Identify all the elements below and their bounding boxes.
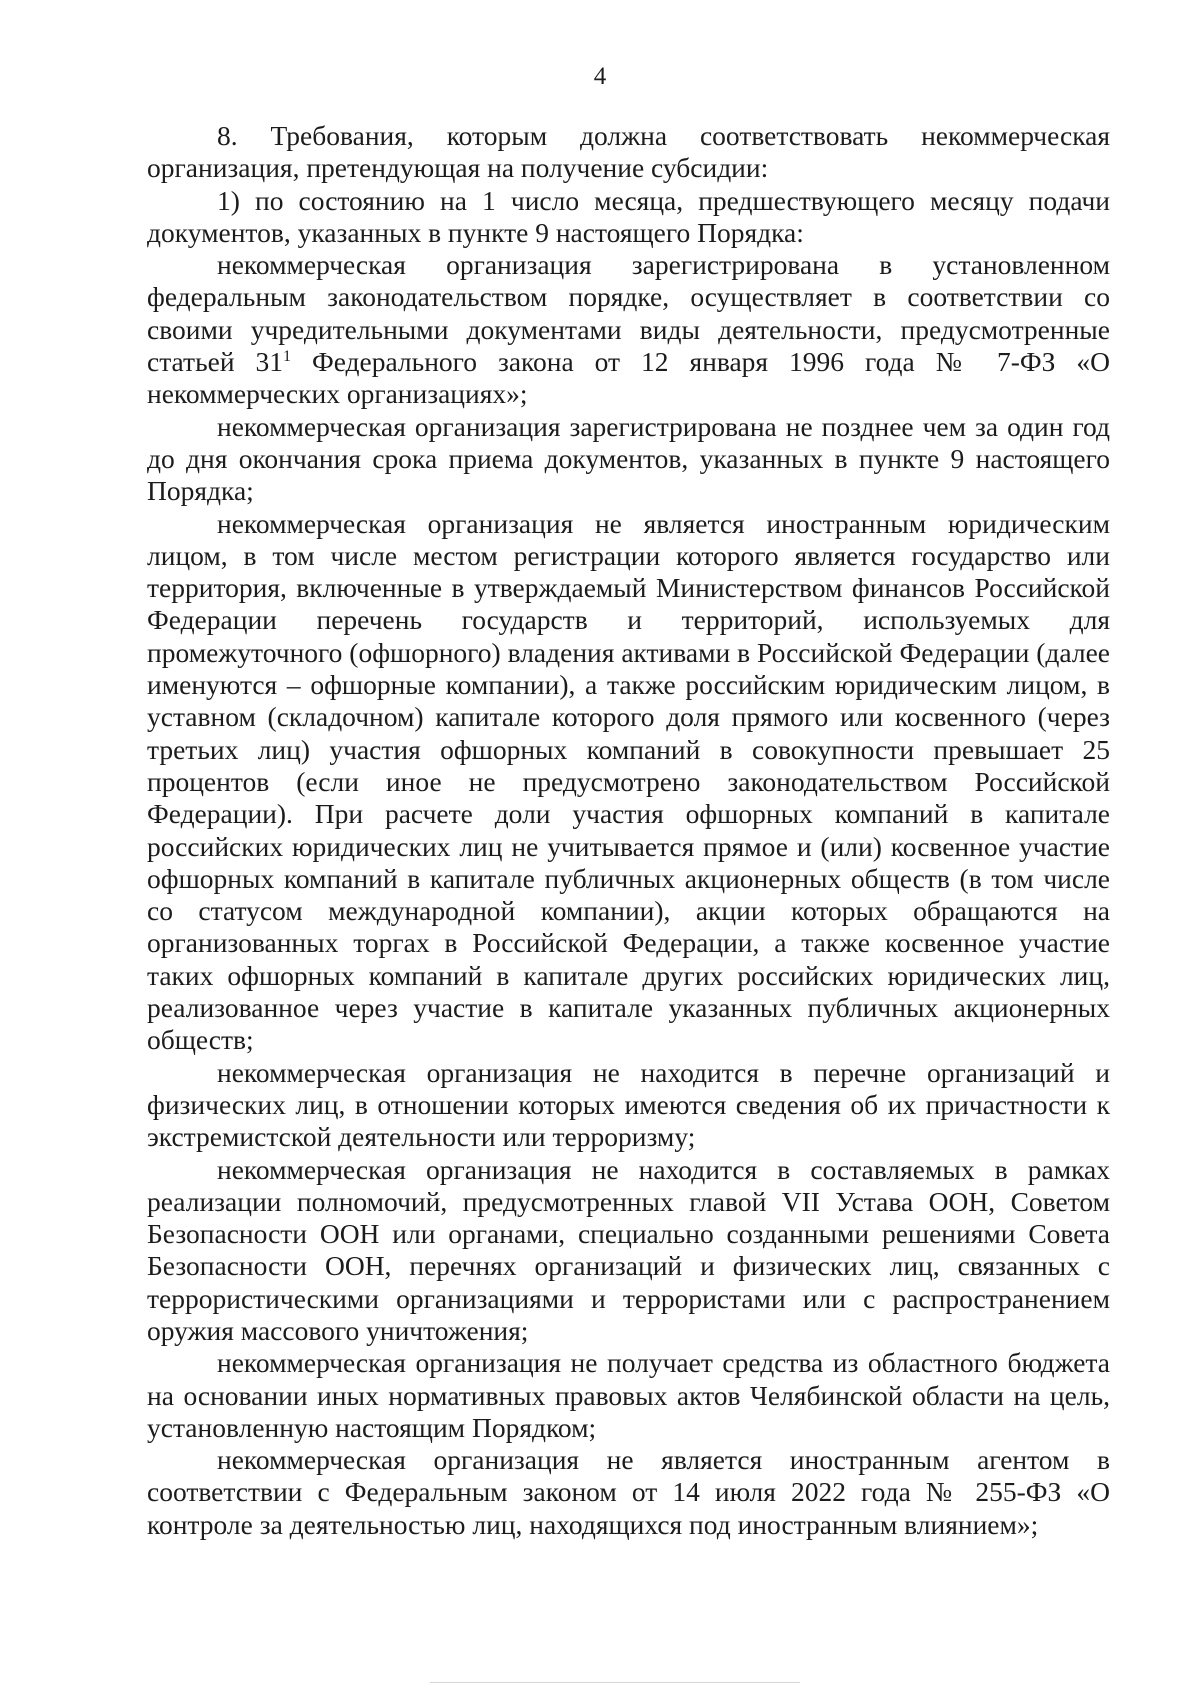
paragraph-un-sanctions: некоммерческая организация не находится в составляемых в рамках реализации полномочий, предусмотренных главой VII Устава ООН, Советом Безопасности ООН или органами, специально созданными решениями Совета Безопасности ООН, перечнях организаций и физических лиц, связанных с террористическими организациями и террористами или с распространением оружия массового уничтожения;	[147, 1153, 1110, 1346]
paragraph-registration-activities	[147, 249, 1110, 410]
article-superscript: 1	[283, 348, 291, 366]
page-number: 4	[593, 63, 607, 90]
paragraph-registration-term: некоммерческая организация зарегистрирована не позднее чем за один год до дня окончания срока приема документов, указанных в пункте 9 настоящего Порядка;	[147, 410, 1110, 507]
paragraph-text: некоммерческая организация зарегистрирована в установленном федеральным законодательством порядке, осуществляет в соответствии со своими учредительными документами виды деятельности, предусмотренные статьей 31	[147, 249, 1110, 378]
paragraph-regional-budget: некоммерческая организация не получает средства из областного бюджета на основании иных нормативных правовых актов Челябинской области на цель, установленную настоящим Порядком;	[147, 1347, 1110, 1443]
paragraph-condition-date: 1) по состоянию на 1 число месяца, предшествующего месяцу подачи документов, указанных в пункте 9 настоящего Порядка:	[147, 184, 1110, 248]
paragraph-extremism-list: некоммерческая организация не находится в перечне организаций и физических лиц, в отношении которых имеются сведения об их причастности к экстремистской деятельности или терроризму;	[147, 1056, 1110, 1153]
paragraph-text: Федерального закона от 12 января 1996 года № 7-ФЗ «О некоммерческих организациях»;	[147, 346, 1110, 410]
paragraph-offshore: некоммерческая организация не является иностранным юридическим лицом, в том числе местом регистрации которого является государство или территория, включенные в утверждаемый Министерством финансов Российской Федерации перечень государств и территорий, используемых для промежуточного (офшорного) владения активами в Российской Федерации (далее именуются – офшорные компании), а также российским юридическим лицом, в уставном (складочном) капитале которого доля прямого или косвенного (через третьих лиц) участия офшорных компаний в совокупности превышает 25 процентов (если иное не предусмотрено законодательством Российской Федерации). При расчете доли участия офшорных компаний в капитале российских юридических лиц не учитывается прямое и (или) косвенное участие офшорных компаний в капитале публичных акционерных обществ (в том числе со статусом международной компании), акции которых обращаются на организованных торгах в Российской Федерации, а также косвенное участие таких офшорных компаний в капитале других российских юридических лиц, реализованное через участие в капитале указанных публичных акционерных обществ;	[147, 507, 1110, 1056]
scan-edge-line	[430, 1682, 800, 1683]
document-body	[147, 120, 1110, 1541]
paragraph-foreign-agent: некоммерческая организация не является иностранным агентом в соответствии с Федеральным законом от 14 июля 2022 года № 255-ФЗ «О контроле за деятельностью лиц, находящихся под иностранным влиянием»;	[147, 1444, 1110, 1540]
paragraph-requirements-intro: 8. Требования, которым должна соответствовать некоммерческая организация, претендующая на получение субсидии:	[147, 120, 1110, 184]
